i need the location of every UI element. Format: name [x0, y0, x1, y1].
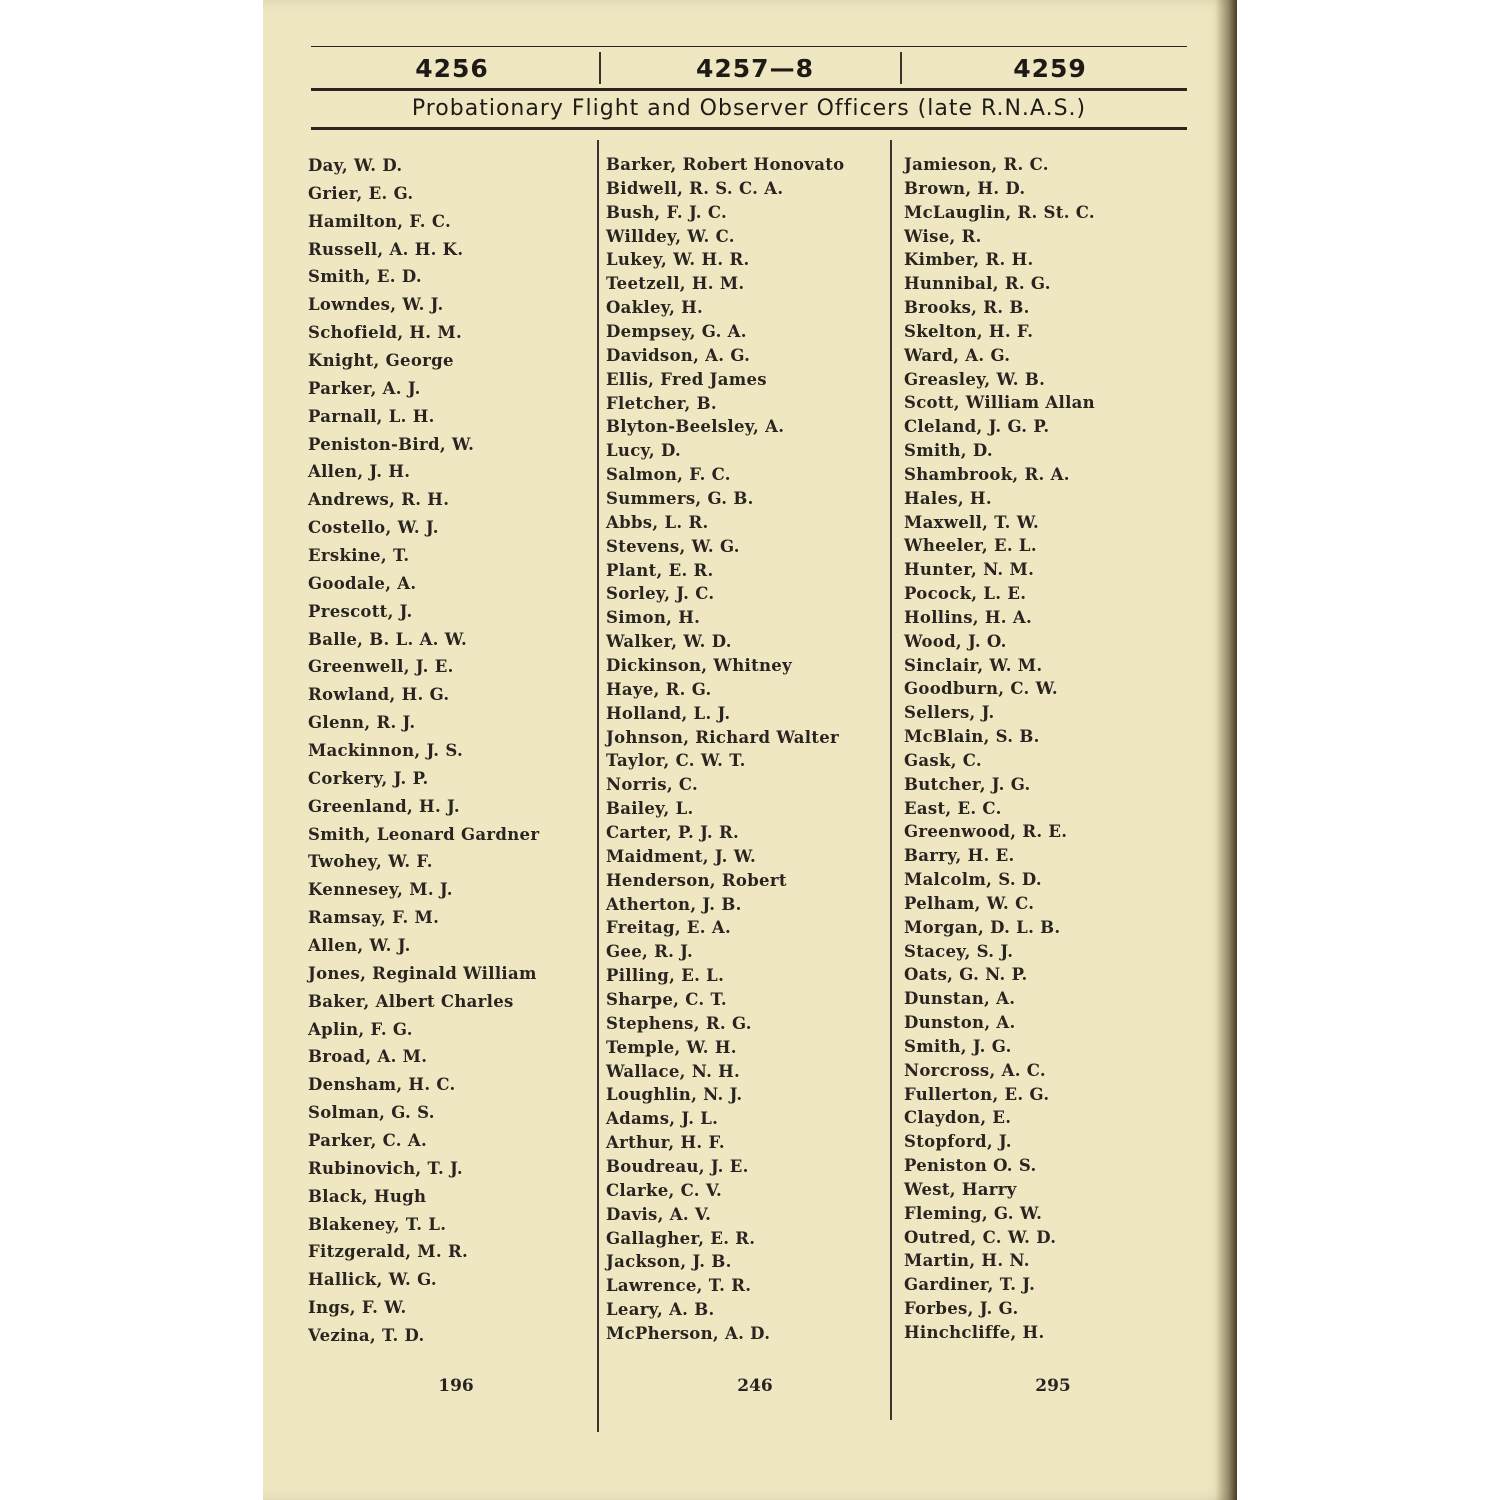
name-entry: Hamilton, F. C. — [308, 211, 452, 231]
name-entry: Rubinovich, T. J. — [308, 1158, 463, 1178]
name-entry: Dickinson, Whitney — [606, 656, 792, 675]
name-entry: Sorley, J. C. — [606, 584, 715, 604]
name-entry: Haye, R. G. — [606, 679, 712, 699]
name-entry: West, Harry — [904, 1179, 1017, 1199]
name-entry: Teetzell, H. M. — [606, 274, 745, 294]
name-entry: Kennesey, M. J. — [308, 880, 453, 900]
name-entry: Pilling, E. L. — [606, 966, 725, 986]
name-entry: Stevens, W. G. — [606, 536, 740, 556]
name-entry: Costello, W. J. — [308, 518, 439, 538]
name-entry: Balle, B. L. A. W. — [308, 629, 468, 649]
name-entry: Greenwell, J. E. — [308, 657, 454, 677]
name-entry: Fitzgerald, M. R. — [308, 1242, 468, 1262]
name-entry: Davis, A. V. — [606, 1204, 712, 1224]
name-entry: Corkery, J. P. — [308, 768, 429, 788]
name-entry: Fleming, G. W. — [904, 1203, 1043, 1223]
name-entry: Abbs, L. R. — [606, 512, 709, 532]
name-entry: Smith, E. D. — [308, 267, 422, 287]
name-entry: Atherton, J. B. — [606, 894, 742, 914]
name-entry: Wood, J. O. — [904, 631, 1007, 651]
name-entry: Gask, C. — [904, 750, 982, 770]
name-entry: Salmon, F. C. — [606, 465, 731, 485]
name-entry: Smith, Leonard Gardner — [308, 824, 540, 844]
footer-number-col3: 295 — [1035, 1376, 1071, 1396]
name-entry: Cleland, J. G. P. — [904, 417, 1050, 437]
name-entry: Parnall, L. H. — [308, 406, 435, 426]
name-entry: Twohey, W. F. — [308, 852, 433, 872]
name-entry: East, E. C. — [904, 798, 1002, 818]
name-entry: Outred, C. W. D. — [904, 1227, 1057, 1247]
name-entry: Aplin, F. G. — [308, 1019, 413, 1039]
name-entry: Greasley, W. B. — [904, 369, 1046, 389]
name-entry: Allen, J. H. — [308, 462, 411, 482]
name-entry: Erskine, T. — [308, 546, 410, 565]
name-entry: Willdey, W. C. — [606, 226, 735, 246]
name-entry: Freitag, E. A. — [606, 918, 732, 938]
name-entry: Lawrence, T. R. — [606, 1276, 752, 1296]
name-entry: Scott, William Allan — [904, 393, 1095, 413]
name-entry: Solman, G. S. — [308, 1103, 435, 1123]
name-entry: Temple, W. H. — [606, 1037, 737, 1057]
name-entry: Skelton, H. F. — [904, 321, 1034, 341]
name-entry: Goodale, A. — [308, 573, 417, 593]
page-spine-shadow — [1215, 0, 1237, 1500]
name-entry: Carter, P. J. R. — [606, 823, 740, 842]
column-separator — [597, 140, 599, 1432]
name-entry: Blakeney, T. L. — [308, 1214, 447, 1234]
name-entry: Brooks, R. B. — [904, 298, 1030, 318]
name-entry: Fullerton, E. G. — [904, 1084, 1050, 1104]
name-entry: Gee, R. J. — [606, 942, 694, 962]
name-entry: Wheeler, E. L. — [904, 536, 1037, 556]
name-entry: Grier, E. G. — [308, 183, 414, 203]
name-entry: Ramsay, F. M. — [308, 908, 440, 928]
name-entry: Brown, H. D. — [904, 178, 1026, 198]
document-page — [263, 0, 1237, 1500]
name-entry: Glenn, R. J. — [308, 713, 416, 733]
name-entry: Vezina, T. D. — [308, 1326, 425, 1345]
name-entry: Black, Hugh — [308, 1186, 427, 1206]
name-entry: Claydon, E. — [904, 1108, 1012, 1128]
name-entry: Parker, A. J. — [308, 378, 421, 398]
name-entry: Hunnibal, R. G. — [904, 274, 1051, 294]
name-entry: Dunston, A. — [904, 1013, 1016, 1033]
name-entry: Prescott, J. — [308, 601, 413, 621]
name-entry: Hollins, H. A. — [904, 607, 1032, 627]
name-entry: Loughlin, N. J. — [606, 1085, 743, 1105]
name-entry: Densham, H. C. — [308, 1075, 456, 1095]
name-entry: Wise, R. — [904, 226, 982, 246]
name-entry: Dempsey, G. A. — [606, 322, 747, 341]
top-rule — [311, 46, 1187, 47]
name-entry: Hales, H. — [904, 488, 992, 508]
name-entry: Clarke, C. V. — [606, 1180, 723, 1200]
name-entry: Adams, J. L. — [606, 1109, 719, 1129]
name-entry: Stacey, S. J. — [904, 941, 1014, 961]
name-entry: Allen, W. J. — [308, 936, 411, 955]
name-entry: Summers, G. B. — [606, 489, 754, 508]
name-entry: Pelham, W. C. — [904, 893, 1035, 913]
name-entry: Lucy, D. — [606, 441, 682, 461]
name-entry: Gallagher, E. R. — [606, 1228, 756, 1248]
name-entry: Hinchcliffe, H. — [904, 1323, 1045, 1342]
name-entry: Maidment, J. W. — [606, 846, 757, 866]
name-entry: Morgan, D. L. B. — [904, 917, 1061, 937]
name-entry: McPherson, A. D. — [606, 1324, 771, 1343]
name-entry: McBlain, S. B. — [904, 727, 1040, 747]
name-entry: Simon, H. — [606, 608, 701, 628]
name-entry: Gardiner, T. J. — [904, 1275, 1036, 1295]
name-entry: Stopford, J. — [904, 1132, 1012, 1152]
name-entry: Smith, J. G. — [904, 1036, 1012, 1056]
name-entry: Holland, L. J. — [606, 703, 731, 723]
name-entry: Smith, D. — [904, 441, 993, 461]
name-entry: Butcher, J. G. — [904, 774, 1031, 794]
name-entry: Wallace, N. H. — [606, 1061, 741, 1081]
title-rule — [311, 127, 1187, 130]
name-entry: Bush, F. J. C. — [606, 202, 728, 222]
name-entry: Bailey, L. — [606, 799, 694, 819]
name-entry: Kimber, R. H. — [904, 250, 1034, 270]
header-number-col1: 4256 — [415, 54, 489, 83]
name-entry: Forbes, J. G. — [904, 1299, 1019, 1319]
name-entry: Sellers, J. — [904, 703, 995, 723]
name-entry: Greenland, H. J. — [308, 796, 460, 816]
name-entry: Hallick, W. G. — [308, 1270, 437, 1290]
name-entry: Dunstan, A. — [904, 989, 1016, 1009]
name-entry: Peniston O. S. — [904, 1156, 1037, 1176]
name-entry: Lowndes, W. J. — [308, 295, 444, 315]
name-entry: Oakley, H. — [606, 298, 704, 318]
header-number-col3: 4259 — [1013, 54, 1087, 83]
name-entry: Davidson, A. G. — [606, 345, 751, 365]
header-rule — [311, 88, 1187, 91]
name-entry: Pocock, L. E. — [904, 584, 1027, 604]
name-entry: Ward, A. G. — [904, 345, 1011, 365]
name-entry: Mackinnon, J. S. — [308, 741, 464, 760]
name-entry: Jones, Reginald William — [308, 963, 537, 983]
name-entry: Bidwell, R. S. C. A. — [606, 178, 784, 198]
name-entry: Taylor, C. W. T. — [606, 751, 746, 771]
name-entry: Lukey, W. H. R. — [606, 250, 750, 270]
footer-number-col1: 196 — [438, 1376, 474, 1396]
name-entry: Greenwood, R. E. — [904, 822, 1068, 842]
name-entry: Plant, E. R. — [606, 560, 714, 580]
name-entry: Walker, W. D. — [606, 632, 732, 652]
name-entry: Broad, A. M. — [308, 1047, 428, 1067]
header-separator — [599, 52, 601, 84]
name-entry: Shambrook, R. A. — [904, 464, 1070, 484]
name-entry: Norris, C. — [606, 775, 699, 795]
name-entry: Arthur, H. F. — [606, 1133, 725, 1153]
header-separator — [900, 52, 902, 84]
name-entry: Schofield, H. M. — [308, 323, 463, 343]
header-number-col2: 4257—8 — [696, 54, 814, 83]
page-title: Probationary Flight and Observer Officers (late R.N.A.S.) — [411, 96, 1087, 121]
name-entry: Andrews, R. H. — [308, 490, 450, 510]
name-entry: Sharpe, C. T. — [606, 990, 727, 1009]
name-entry: Sinclair, W. M. — [904, 655, 1043, 675]
name-entry: Barker, Robert Honovato — [606, 155, 845, 174]
name-entry: Maxwell, T. W. — [904, 512, 1040, 532]
name-entry: Peniston-Bird, W. — [308, 434, 475, 454]
footer-number-col2: 246 — [737, 1376, 773, 1396]
name-entry: Fletcher, B. — [606, 393, 717, 413]
name-entry: Knight, George — [308, 351, 454, 370]
name-entry: Jamieson, R. C. — [904, 155, 1049, 174]
name-entry: Goodburn, C. W. — [904, 679, 1058, 699]
name-entry: Oats, G. N. P. — [904, 965, 1028, 985]
name-entry: Martin, H. N. — [904, 1251, 1030, 1271]
name-entry: Jackson, J. B. — [606, 1252, 732, 1272]
name-entry: Leary, A. B. — [606, 1300, 715, 1320]
name-entry: Rowland, H. G. — [308, 685, 450, 705]
name-entry: Baker, Albert Charles — [308, 991, 514, 1011]
name-entry: Ings, F. W. — [308, 1298, 407, 1318]
name-entry: Malcolm, S. D. — [904, 870, 1042, 890]
name-entry: Ellis, Fred James — [606, 369, 767, 389]
name-entry: McLauglin, R. St. C. — [904, 202, 1095, 222]
name-entry: Barry, H. E. — [904, 846, 1015, 866]
name-entry: Day, W. D. — [308, 156, 403, 175]
name-entry: Henderson, Robert — [606, 870, 787, 890]
name-entry: Johnson, Richard Walter — [606, 727, 840, 747]
name-entry: Hunter, N. M. — [904, 560, 1035, 580]
column-separator — [890, 140, 892, 1420]
name-entry: Parker, C. A. — [308, 1131, 428, 1150]
name-entry: Russell, A. H. K. — [308, 239, 464, 259]
name-entry: Boudreau, J. E. — [606, 1157, 749, 1176]
name-entry: Norcross, A. C. — [904, 1060, 1046, 1080]
name-entry: Stephens, R. G. — [606, 1013, 752, 1033]
name-entry: Blyton-Beelsley, A. — [606, 417, 785, 437]
